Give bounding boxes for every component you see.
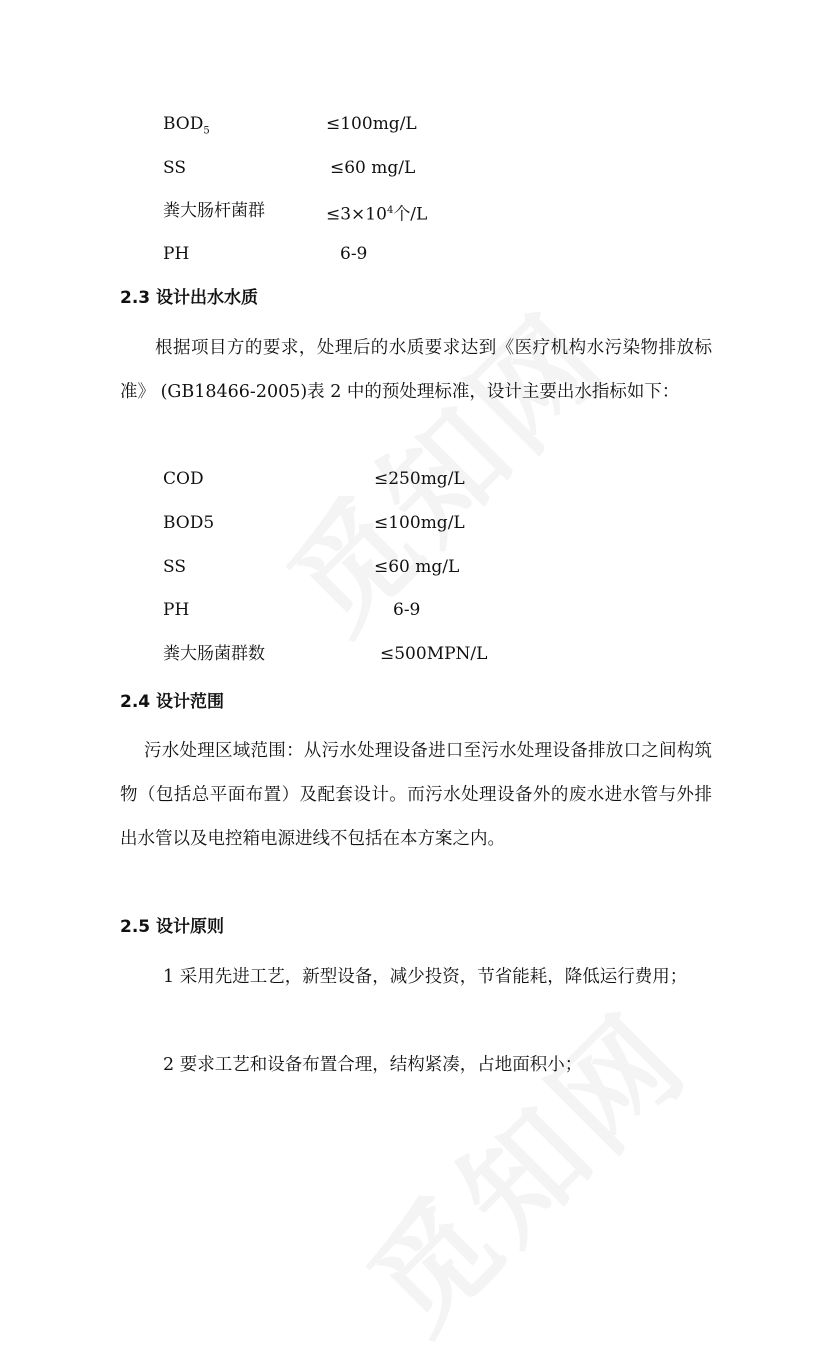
section-2-3-paragraph: 根据项目方的要求，处理后的水质要求达到《医疗机构水污染物排放标准》 (GB18466-2005)表 2 中的预处理标准，设计主要出水指标如下： [120, 338, 712, 402]
param-name-bod5-outflow: BOD5 [163, 513, 215, 533]
param-value-coliform-outflow: ≤500MPN/L [380, 644, 488, 664]
param-name-ph-outflow: PH [163, 600, 190, 620]
section-heading-2-5: 2.5 设计原则 [120, 917, 225, 937]
param-value-coliform: $\le 3\times 10^4$个/L [326, 204, 428, 225]
param-value-ss: ≤60 mg/L [330, 158, 416, 178]
param-value-ph-outflow: 6-9 [393, 600, 421, 620]
param-name-ss-outflow: SS [163, 557, 186, 577]
watermark [325, 969, 718, 1362]
param-name-coliform: 粪大肠杆菌群 [163, 201, 265, 221]
param-name-ss: SS [163, 158, 186, 178]
param-value-ss-outflow: ≤60 mg/L [374, 557, 460, 577]
section-heading-2-4: 2.4 设计范围 [120, 692, 225, 712]
param-name-cod: COD [163, 469, 204, 489]
principle-item: 1 采用先进工艺，新型设备，减少投资，节省能耗，降低运行费用； [163, 967, 688, 987]
param-value-cod: ≤250mg/L [374, 469, 465, 489]
param-name-bod5: $BOD_5$ [163, 114, 210, 137]
section-heading-2-3: 2.3 设计出水水质 [120, 288, 259, 308]
param-name-coliform-outflow: 粪大肠菌群数 [163, 644, 265, 664]
param-name-ph: PH [163, 244, 190, 264]
principle-item: 2 要求工艺和设备布置合理，结构紧凑，占地面积小； [163, 1055, 583, 1075]
section-2-4-paragraph: 污水处理区域范围：从污水处理设备进口至污水处理设备排放口之间构筑物（包括总平面布置）及配套设计。而污水处理设备外的废水进水管与外排出水管以及电控箱电源进线不包括在本方案之内。 [120, 741, 712, 849]
param-value-bod5: ≤100mg/L [326, 114, 417, 134]
param-value-bod5-outflow: ≤100mg/L [374, 513, 465, 533]
param-value-ph: 6-9 [340, 244, 368, 264]
